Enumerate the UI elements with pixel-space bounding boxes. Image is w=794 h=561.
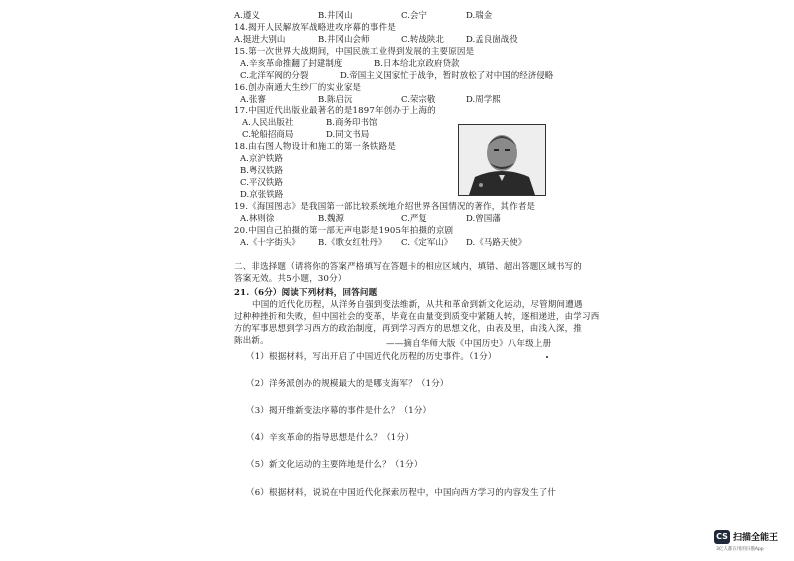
q15-option-b: B.日本给北京政府贷款 <box>374 59 460 69</box>
q17-option-a: A.人民出版社 <box>242 118 294 128</box>
sub-question-4: （4）辛亥革命的指导思想是什么？（1分） <box>246 433 414 443</box>
section2-instructions-line2: 答案无效。共5小题，30分） <box>234 274 347 284</box>
q17-option-c: C.轮船招商局 <box>242 130 294 140</box>
sub-question-5: （5）新文化运动的主要阵地是什么？（1分） <box>246 460 423 470</box>
section2-instructions-line1: 二、非选择题（请将你的答案严格填写在答题卡的相应区域内，填错、超出答题区域书写的 <box>234 262 583 272</box>
q20-option-c: C.《定军山》 <box>401 238 453 248</box>
material-source: ——摘自华师大版《中国历史》八年级上册 <box>386 339 552 349</box>
q17-option-b: B.商务印书馆 <box>326 118 378 128</box>
q19-question: 19.《海国图志》是我国第一部比较系统地介绍世界各国情况的著作，其作者是 <box>234 202 536 212</box>
q15-option-c: C.北洋军阀的分裂 <box>240 71 309 81</box>
q14-option-c: C.转战陕北 <box>401 35 444 45</box>
q17-option-d: D.同文书局 <box>326 130 370 140</box>
q15-option-a: A.辛亥革命推翻了封建制度 <box>240 59 343 69</box>
q18-question: 18.由右图人物设计和施工的第一条铁路是 <box>234 142 397 152</box>
sub-question-6: （6）根据材料，说说在中国近代化探索历程中，中国向西方学习的内容发生了什 <box>246 488 557 498</box>
q19-option-c: C.严复 <box>401 214 427 224</box>
q13-option-a: A.遵义 <box>234 11 260 21</box>
camscanner-logo-icon: CS <box>714 530 730 544</box>
material-line-2: 过种种挫折和失败，但中国社会的变革，毕竟在由量变到质变中紧随人转，逐相递进，由学习西 <box>234 312 600 322</box>
scanner-watermark <box>714 528 784 554</box>
q19-option-b: B.魏源 <box>318 214 344 224</box>
q16-option-c: C.荣宗敬 <box>401 95 436 105</box>
q20-question: 20.中国自己拍摄的第一部无声电影是1905年拍摄的京剧 <box>234 226 454 236</box>
q21-heading: 21.（6分）阅读下列材料，回答问题 <box>234 288 378 298</box>
q18-option-d: D.京张铁路 <box>240 190 284 200</box>
q15-question: 15.第一次世界大战期间，中国民族工业得到发展的主要原因是 <box>234 47 475 57</box>
q18-option-b: B.粤汉铁路 <box>240 166 283 176</box>
q13-option-c: C.会宁 <box>401 11 427 21</box>
q16-question: 16.创办南通大生纱厂的实业家是 <box>234 83 362 93</box>
q13-option-b: B.井冈山 <box>318 11 353 21</box>
sub-question-3: （3）揭开维新变法序幕的事件是什么？（1分） <box>246 406 432 416</box>
historical-figure-portrait <box>458 124 546 196</box>
q20-option-a: A.《十字街头》 <box>240 238 300 248</box>
q16-option-a: A.张謇 <box>240 95 266 105</box>
material-line-3: 方的军事思想到学习西方的政治制度，再到学习西方的思想文化，由表及里，由浅入深，推 <box>234 324 583 334</box>
q18-option-a: A.京沪铁路 <box>240 154 283 164</box>
q17-question: 17.中国近代出版业最著名的是1897年创办于上海的 <box>234 106 436 116</box>
q14-option-b: B.井冈山会师 <box>318 35 370 45</box>
q19-option-d: D.曾国藩 <box>466 214 501 224</box>
q13-option-d: D.瑞金 <box>466 11 493 21</box>
q14-question: 14.揭开人民解放军战略进攻序幕的事件是 <box>234 23 397 33</box>
material-line-1: 中国的近代化历程，从洋务自强到变法维新，从共和革命到新文化运动，尽管期间遭遇 <box>252 300 583 310</box>
material-line-4: 陈出新。 <box>234 336 269 346</box>
watermark-subtitle: 3亿人都在用的扫描App <box>716 547 764 552</box>
q16-option-b: B.陈启沅 <box>318 95 353 105</box>
q16-option-d: D.周学熙 <box>466 95 501 105</box>
q14-option-d: D.孟良崮战役 <box>466 35 518 45</box>
stray-mark <box>546 356 548 358</box>
q15-option-d: D.帝国主义国家忙于战争，暂时放松了对中国的经济侵略 <box>340 71 554 81</box>
q19-option-a: A.林则徐 <box>240 214 275 224</box>
sub-question-2: （2）洋务派创办的规模最大的是哪支海军？（1分） <box>246 379 449 389</box>
q18-option-c: C.平汉铁路 <box>240 178 283 188</box>
q20-option-b: B.《歌女红牡丹》 <box>318 238 387 248</box>
q20-option-d: D.《马路天使》 <box>466 238 527 248</box>
q14-option-a: A.挺进大别山 <box>234 35 286 45</box>
sub-question-1: （1）根据材料，写出开启了中国近代化历程的历史事件。（1分） <box>246 352 497 362</box>
watermark-title: 扫描全能王 <box>733 533 779 543</box>
